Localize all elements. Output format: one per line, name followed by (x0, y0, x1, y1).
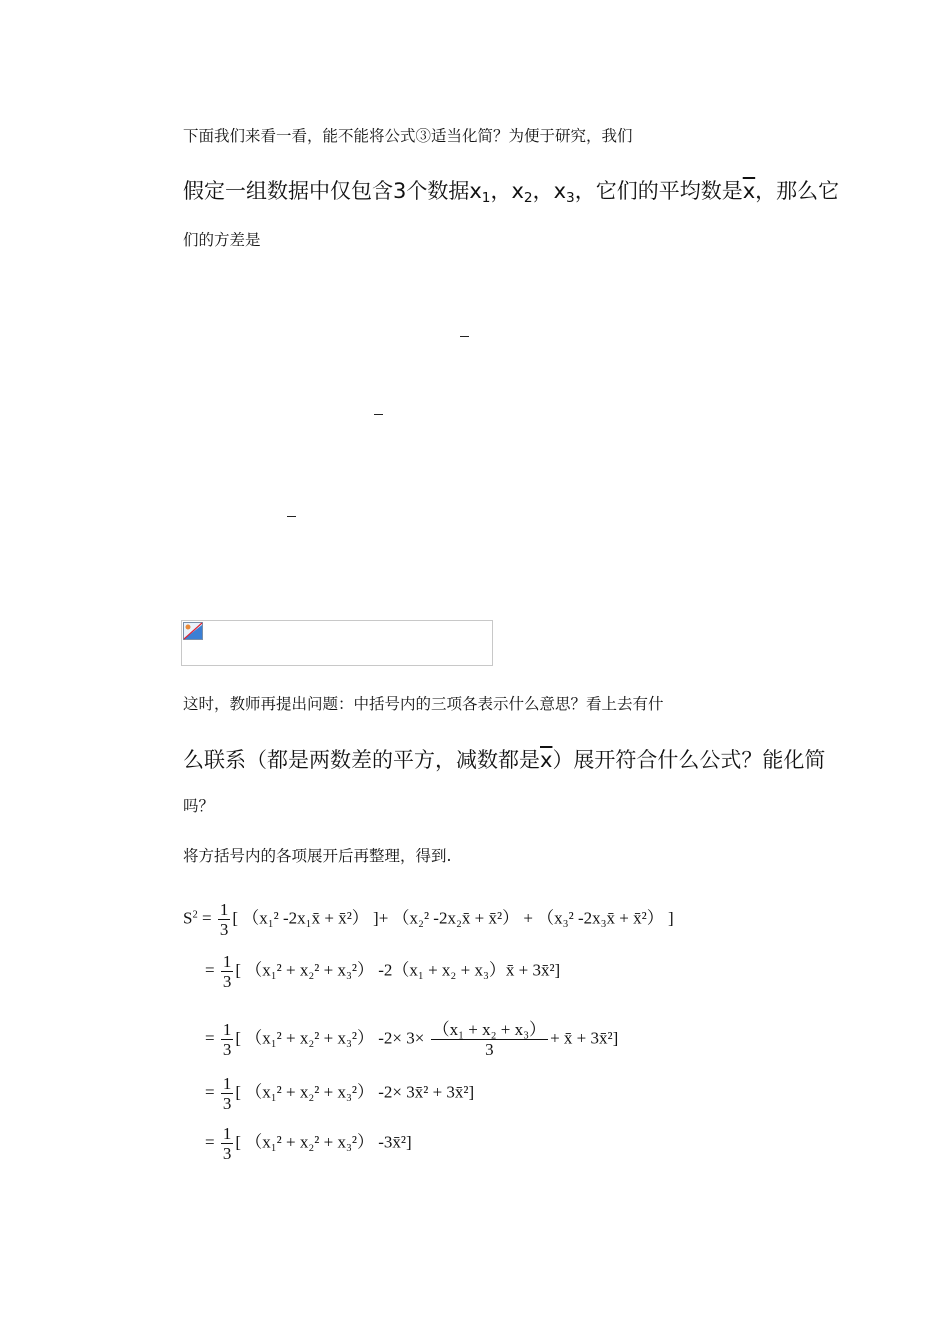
overline-mark (287, 516, 296, 517)
paragraph-1: 下面我们来看一看，能不能将公式③适当化简？为便于研究，我们 (183, 127, 633, 145)
overline-mark (374, 414, 383, 415)
paragraph-3: 们的方差是 (183, 231, 261, 249)
formula-expansion-3b: + x̄ + 3x̄²] (550, 1028, 619, 1048)
para2-text-c: ，x (532, 179, 567, 203)
formula-expansion-1: [ （x₁² -2x₁x̄ + x̄²） ]+ （x₂² -2x₂x̄ + x̄²） + （x₃² -2x₃x̄ + x̄²） ] (232, 908, 674, 928)
variance-exponent: 2 (192, 909, 198, 921)
para5-text-b: ）展开符合什么公式？能化简 (552, 748, 826, 772)
formula-expansion-2: [ （x₁² + x₂² + x₃²） -2（x₁ + x₂ + x₃）x̄ + 3x̄²] (235, 960, 561, 980)
formula-line-5 (205, 1124, 412, 1163)
equals-sign: = (205, 1082, 215, 1102)
para2-text-e: ，那么它 (755, 179, 840, 203)
paragraph-4: 这时，教师再提出问题：中括号内的三项各表示什么意思？看上去有什 (183, 695, 664, 713)
broken-image-icon (183, 622, 203, 640)
subscript-2: 2 (523, 190, 533, 207)
equals-sign: = (201, 908, 212, 928)
variance-symbol: S (183, 908, 193, 928)
equals-sign: = (205, 1028, 215, 1048)
formula-line-1 (183, 900, 674, 939)
subscript-3: 3 (566, 190, 575, 207)
fraction-one-third: $\frac{1}{3}$ (222, 1074, 232, 1113)
para2-text-a: 假定一组数据中仅包含3个数据x (183, 179, 482, 203)
equals-sign: = (205, 1132, 215, 1152)
paragraph-5 (183, 744, 825, 774)
paragraph-2 (183, 175, 839, 206)
equals-sign: = (205, 960, 215, 980)
fraction-one-third: $\frac{1}{3}$ (219, 900, 229, 939)
subscript-1: 1 (481, 190, 491, 207)
fraction-one-third: $\frac{1}{3}$ (222, 1124, 232, 1163)
x-bar: $\overline{x}$ (540, 748, 553, 772)
fraction-one-third: $\frac{1}{3}$ (222, 952, 232, 991)
formula-expansion-4: [ （x₁² + x₂² + x₃²） -2× 3x̄² + 3x̄²] (235, 1082, 475, 1102)
formula-line-2 (205, 952, 560, 991)
para2-text-b: ，x (490, 179, 524, 203)
overline-mark (460, 336, 469, 337)
paragraph-7: 将方括号内的各项展开后再整理，得到. (183, 847, 452, 865)
formula-expansion-3a: [ （x₁² + x₂² + x₃²） -2× 3× (235, 1028, 425, 1048)
paragraph-6: 吗？ (183, 797, 215, 815)
mean-fraction: $\frac{\text{（x₁ + x₂ + x₃）}}{3}$ (432, 1020, 547, 1059)
para5-text-a: 么联系（都是两数差的平方，减数都是 (183, 748, 540, 772)
formula-line-4 (205, 1074, 474, 1113)
formula-line-3 (205, 1020, 618, 1059)
para2-text-d: ，它们的平均数是 (574, 179, 743, 203)
broken-image-placeholder (181, 620, 493, 666)
formula-expansion-5: [ （x₁² + x₂² + x₃²） -3x̄²] (235, 1132, 412, 1152)
x-bar: $\overline{x}$ (742, 179, 756, 203)
fraction-one-third: $\frac{1}{3}$ (222, 1020, 232, 1059)
